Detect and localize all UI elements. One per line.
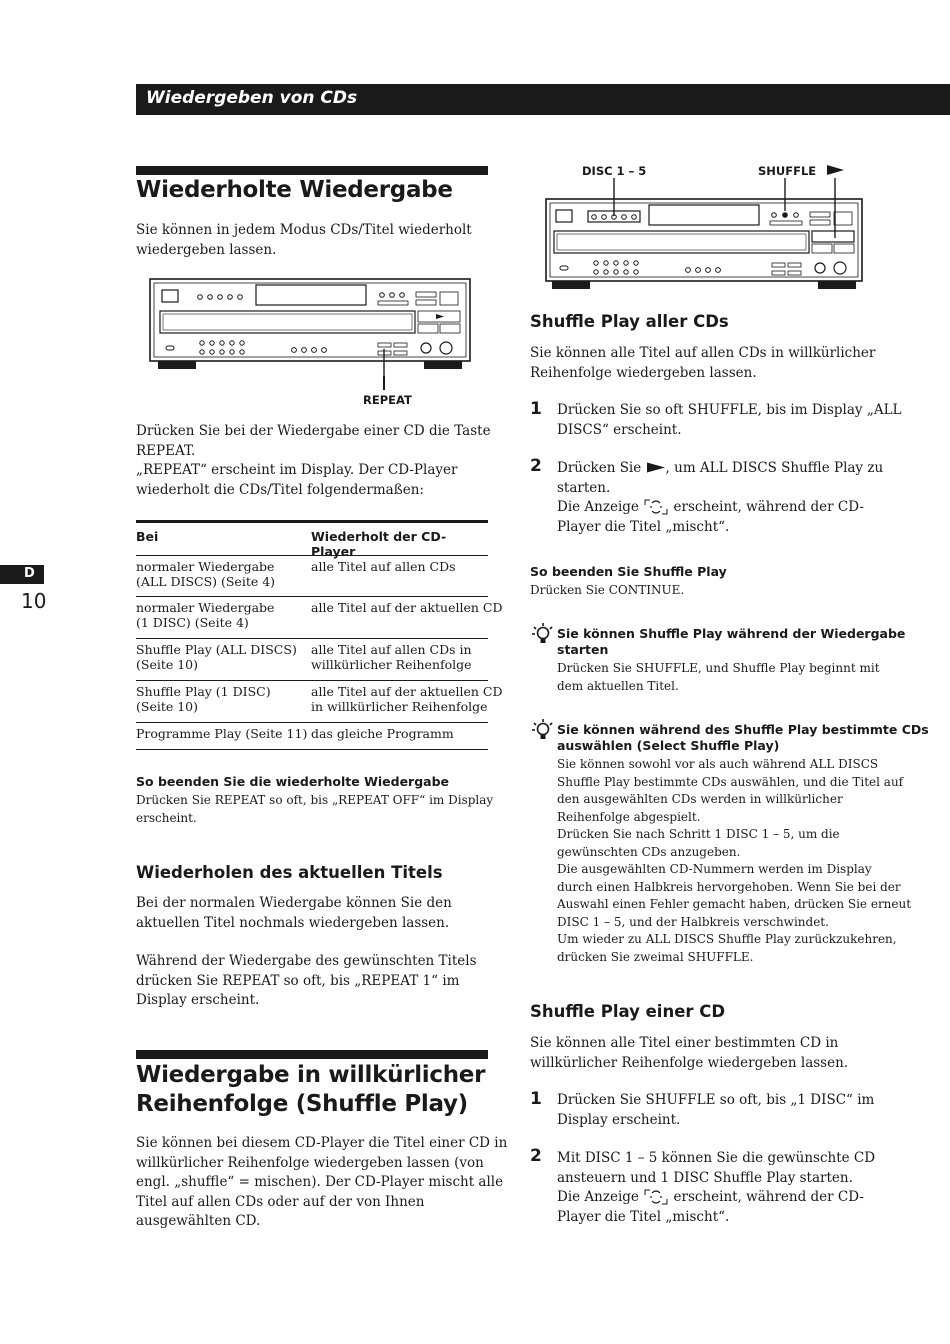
- table-row: Shuffle Play (ALL DISCS) (Seite 10) alle Titel auf allen CDs in willkürlicher Reihenfolge: [136, 639, 488, 681]
- repeat-stop-text: Drücken Sie REPEAT so oft, bis „REPEAT OFF“ im Display erscheint.: [136, 793, 494, 825]
- shuffle-label: SHUFFLE: [758, 164, 817, 178]
- repeat-current-para2: Während der Wiedergabe des gewünschten Titels drücken Sie REPEAT so oft, bis „REPEAT 1“ im Display erscheint.: [136, 953, 477, 1008]
- lightbulb-tip-icon: [531, 622, 553, 646]
- shuffle-one-intro: Sie können alle Titel einer bestimmten CD in willkürlicher Reihenfolge wiedergeben lassen.: [530, 1035, 849, 1071]
- repeat-body: Drücken Sie bei der Wiedergabe einer CD die Taste REPEAT. „REPEAT“ erscheint im Display. Der CD-Player wiederholt die CDs/Titel folgendermaßen:: [136, 423, 491, 498]
- section-title-repeat: Wiederholte Wiedergabe: [136, 177, 453, 203]
- disc-label: DISC 1 – 5: [582, 164, 647, 178]
- cd-player-illustration-shuffle: [542, 178, 870, 292]
- chapter-title: Wiedergeben von CDs: [146, 88, 358, 108]
- repeat-intro: Sie können in jedem Modus CDs/Titel wiederholt wiedergeben lassen.: [136, 222, 472, 258]
- tip2-heading: Sie können während des Shuffle Play bestimmte CDs auswählen (Select Shuffle Play): [557, 722, 929, 753]
- section-title-shuffle-all: Shuffle Play aller CDs: [530, 312, 729, 331]
- cd-player-illustration-repeat: [148, 276, 478, 376]
- tip2-text: Sie können sowohl vor als auch während ALL DISCS Shuffle Play bestimmte CDs auswählen, und die Titel auf den ausgewählten CDs werden in willkürlicher Reihenfolge abgespielt. Drücken Sie nach Schritt 1 DISC 1 – 5, um die gewünschten CDs anzugeben. Die ausgewählten CD-Nummern werden im Display durch einen Halbkreis hervorgehoben. Wenn Sie bei der Auswahl einen Fehler gemacht haben, drücken Sie erneut DISC 1 – 5, und der Halbkreis verschwindet. Um wieder zu ALL DISCS Shuffle Play zurückzukehren, drücken Sie zweimal SHUFFLE.: [557, 757, 912, 964]
- page-number: 10: [21, 589, 47, 613]
- repeat-current-para1: Bei der normalen Wiedergabe können Sie den aktuellen Titel nochmals wiedergeben lassen.: [136, 895, 452, 931]
- table-header-bei: Bei: [136, 529, 159, 544]
- play-arrow-icon: [826, 164, 846, 176]
- repeat-stop-heading: So beenden Sie die wiederholte Wiedergabe: [136, 774, 450, 789]
- shuffle-stop-heading: So beenden Sie Shuffle Play: [530, 564, 727, 579]
- table-header: [136, 523, 488, 559]
- tip1-text: Drücken Sie SHUFFLE, und Shuffle Play beginnt mit dem aktuellen Titel.: [557, 661, 880, 693]
- repeat-label: REPEAT: [363, 393, 412, 407]
- step-number: 2: [530, 1146, 542, 1166]
- shuffle-all-intro: Sie können alle Titel auf allen CDs in willkürlicher Reihenfolge wiedergeben lassen.: [530, 345, 876, 381]
- language-tab: [0, 565, 44, 584]
- step-text: Drücken Sie so oft SHUFFLE, bis im Display „ALL DISCS“ erscheint.: [557, 402, 902, 438]
- section-rule: [136, 1050, 488, 1059]
- step-number: 2: [530, 456, 542, 476]
- table-header-wiederholt: Wiederholt der CD-Player: [311, 529, 447, 559]
- language-tab-letter: D: [24, 566, 35, 581]
- play-arrow-icon: [646, 462, 666, 473]
- table-row: Programme Play (Seite 11) das gleiche Programm: [136, 723, 488, 750]
- chapter-header-bar: [136, 84, 950, 115]
- section-rule: [136, 166, 488, 175]
- step-text: Drücken Sie SHUFFLE so oft, bis „1 DISC“ im Display erscheint.: [557, 1092, 875, 1128]
- tip1-heading: Sie können Shuffle Play während der Wiedergabe starten: [557, 626, 906, 657]
- section-title-shuffle: Wiedergabe in willkürlicher Reihenfolge (Shuffle Play): [136, 1062, 486, 1117]
- step-text: Drücken Sie , um ALL DISCS Shuffle Play zu starten. Die Anzeige erscheint, während der CD- Player die Titel „mischt“.: [557, 460, 884, 535]
- step-number: 1: [530, 1089, 542, 1109]
- repeat-table: [136, 520, 503, 750]
- section-title-repeat-current: Wiederholen des aktuellen Titels: [136, 863, 443, 882]
- shuffle-indicator-icon: [643, 498, 669, 516]
- repeat-pointer-line: [383, 376, 385, 390]
- table-row: normaler Wiedergabe (1 DISC) (Seite 4) alle Titel auf der aktuellen CD: [136, 597, 488, 639]
- shuffle-stop-text: Drücken Sie CONTINUE.: [530, 583, 685, 597]
- table-row: normaler Wiedergabe (ALL DISCS) (Seite 4) alle Titel auf allen CDs: [136, 556, 488, 597]
- shuffle-intro: Sie können bei diesem CD-Player die Titel einer CD in willkürlicher Reihenfolge wiedergeben lassen (von engl. „shuffle“ = mischen). Der CD-Player mischt alle Titel auf allen CDs oder auf der von Ihnen ausgewählten CD.: [136, 1135, 508, 1229]
- table-row: Shuffle Play (1 DISC) (Seite 10) alle Titel auf der aktuellen CD in willkürlicher Reihenfolge: [136, 681, 488, 723]
- step-text: Mit DISC 1 – 5 können Sie die gewünschte CD ansteuern und 1 DISC Shuffle Play starten. Die Anzeige erscheint, während der CD- Player die Titel „mischt“.: [557, 1150, 876, 1225]
- lightbulb-tip-icon: [531, 718, 553, 742]
- shuffle-indicator-icon: [643, 1188, 669, 1206]
- section-title-shuffle-one: Shuffle Play einer CD: [530, 1002, 726, 1021]
- step-number: 1: [530, 399, 542, 419]
